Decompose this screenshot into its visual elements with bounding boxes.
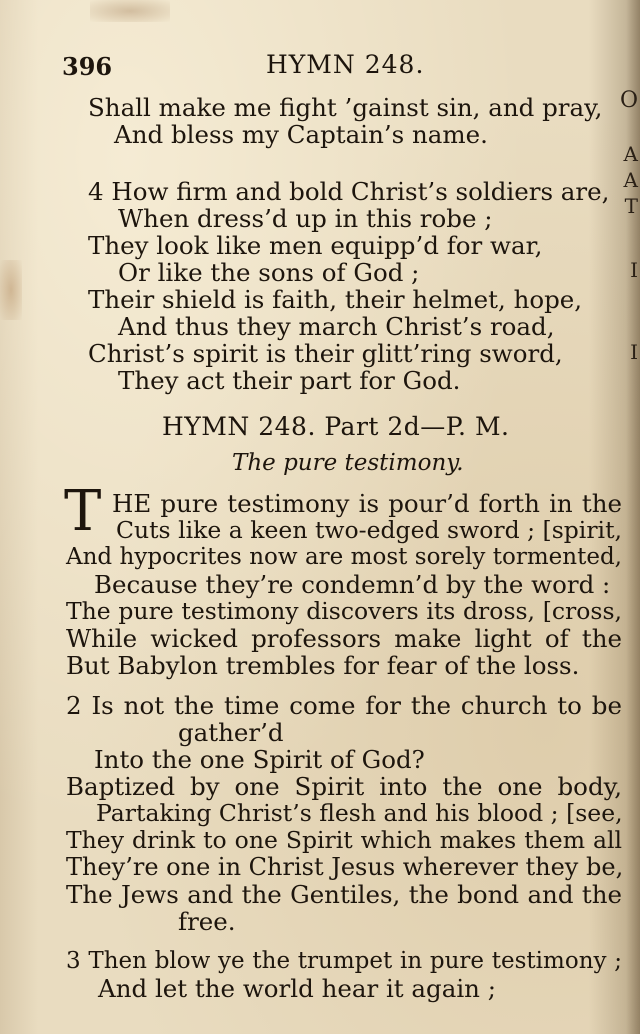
hymn-title: HYMN 248. Part 2d—P. M. xyxy=(162,412,510,441)
margin-letter: A xyxy=(623,168,638,192)
verse-line: Cuts like a keen two-edged sword ; [spirit, xyxy=(116,516,622,544)
margin-letter: T xyxy=(624,194,638,218)
margin-letter: I xyxy=(630,340,638,364)
verse-line: The pure testimony discovers its dross, [cross, xyxy=(66,597,622,625)
paper-stain xyxy=(90,0,170,22)
verse-line: And thus they march Christ’s road, xyxy=(118,312,555,341)
verse-line: gather’d xyxy=(178,718,284,747)
verse-line: But Babylon trembles for fear of the loss. xyxy=(66,651,580,680)
verse-line: Because they’re condemn’d by the word : xyxy=(94,570,611,599)
verse-line: 4 How firm and bold Christ’s soldiers are, xyxy=(88,177,610,206)
page-edge xyxy=(619,0,640,1034)
verse-line: Into the one Spirit of God? xyxy=(94,745,425,774)
margin-letter: O xyxy=(619,88,638,113)
margin-letter: I xyxy=(630,258,638,282)
verse-line: Or like the sons of God ; xyxy=(118,258,420,287)
verse-line: 3 Then blow ye the trumpet in pure testimony ; xyxy=(66,948,622,974)
verse-line: Christ’s spirit is their glitt’ring sword, xyxy=(88,339,563,368)
running-title: HYMN 248. xyxy=(266,50,425,79)
verse-line: The Jews and the Gentiles, the bond and the xyxy=(66,880,622,909)
verse-line: And bless my Captain’s name. xyxy=(114,120,488,149)
verse-line: They look like men equipp’d for war, xyxy=(88,231,543,260)
verse-line: They’re one in Christ Jesus wherever they be, xyxy=(66,853,624,881)
verse-line: They drink to one Spirit which makes them all xyxy=(66,826,622,854)
margin-letter: A xyxy=(623,142,638,166)
verse-line: HE pure testimony is pour’d forth in the xyxy=(112,489,622,518)
paper-stain xyxy=(0,260,22,320)
verse-line: Their shield is faith, their helmet, hope, xyxy=(88,285,583,314)
page-number: 396 xyxy=(62,52,113,81)
verse-line: They act their part for God. xyxy=(118,366,461,395)
verse-line: And hypocrites now are most sorely tormented, xyxy=(66,544,622,570)
verse-line: 2 Is not the time come for the church to be xyxy=(66,691,622,720)
verse-line: When dress’d up in this robe ; xyxy=(118,204,493,233)
verse-line: Partaking Christ’s flesh and his blood ; [see, xyxy=(96,799,623,827)
drop-cap: T xyxy=(64,479,102,544)
verse-line: Shall make me fight ’gainst sin, and pray, xyxy=(88,93,603,122)
verse-line: While wicked professors make light of the xyxy=(66,624,622,653)
hymn-subtitle: The pure testimony. xyxy=(232,450,464,476)
verse-line: And let the world hear it again ; xyxy=(98,974,496,1003)
verse-line: free. xyxy=(178,907,236,936)
verse-line: Baptized by one Spirit into the one body, xyxy=(66,772,622,801)
